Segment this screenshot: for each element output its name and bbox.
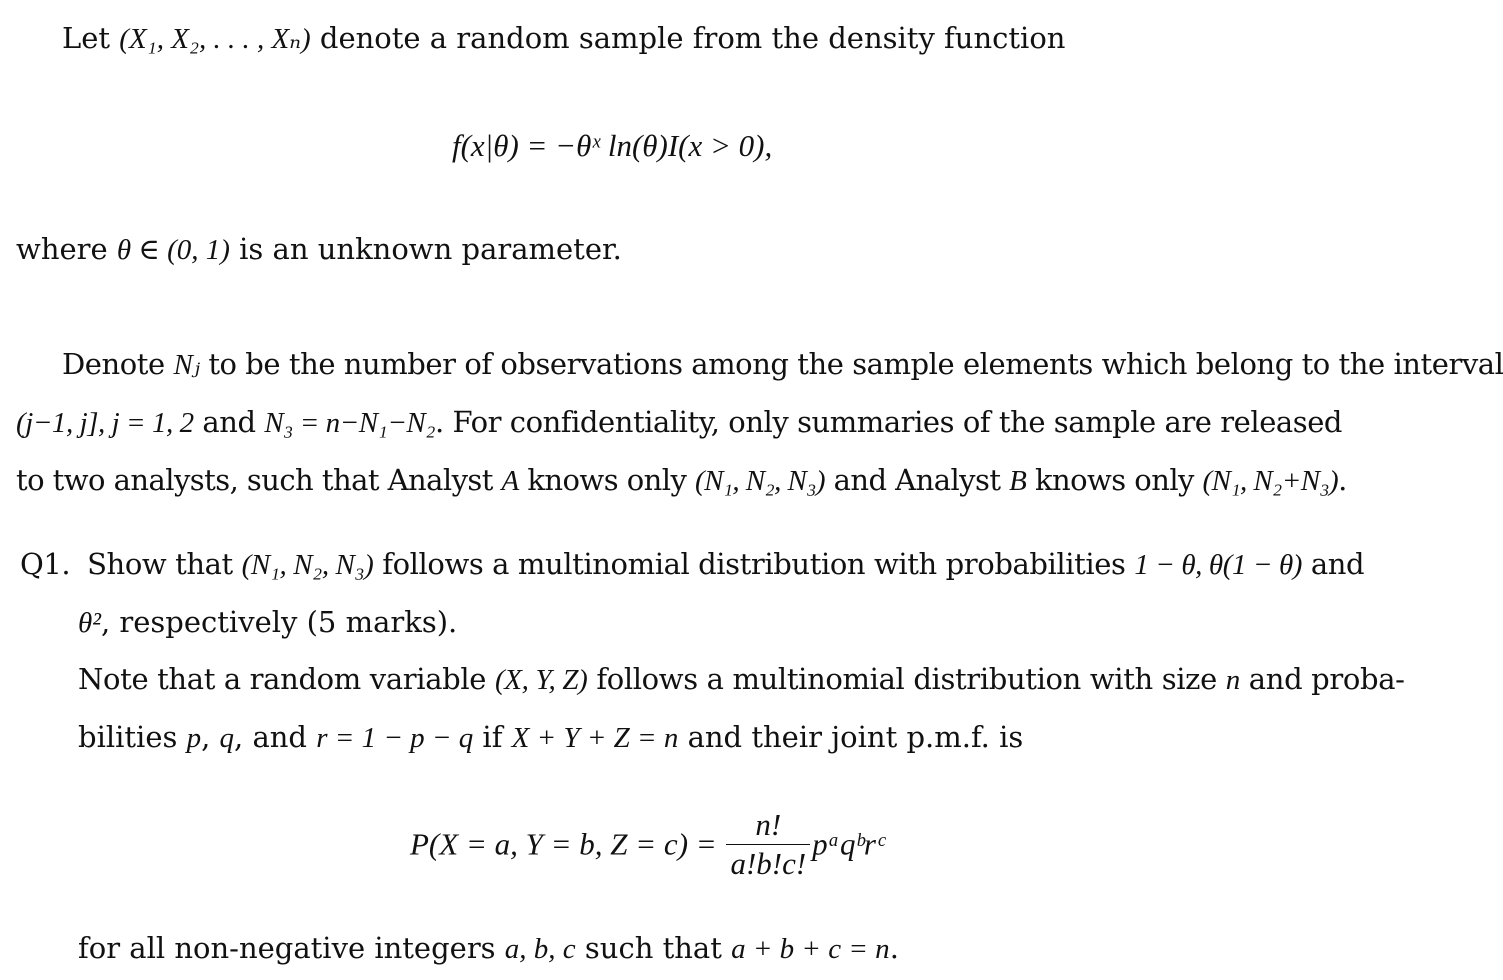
probabilities: 1 − θ, θ(1 − θ) <box>1134 549 1303 581</box>
intro-line-1 <box>62 20 1065 57</box>
setup-text: knows only <box>518 463 695 497</box>
r-definition: r = 1 − p − q <box>316 722 474 754</box>
question1-line-2 <box>78 604 457 641</box>
density-formula: f(x|θ) = −θˣ ln(θ)I(x > 0), <box>452 128 773 163</box>
setup-line-3 <box>16 462 1347 499</box>
triple: (N₁, N₂, N₃) <box>694 465 825 497</box>
setup-line-1 <box>62 346 1503 383</box>
note-text: follows a multinomial distribution with size <box>587 662 1226 696</box>
sample-vector: (X₁, X₂, . . . , Xₙ) <box>119 23 311 55</box>
note-text: , <box>201 720 220 754</box>
note-line-2 <box>78 719 1023 756</box>
pmf-rhs: pᵃqᵇrᶜ <box>812 826 885 862</box>
pmf-fraction <box>726 806 810 883</box>
setup-text: to be the number of observations among the sample elements which belong to the interval <box>199 347 1503 381</box>
triple: (N₁, N₂, N₃) <box>241 549 374 581</box>
pmf-denominator: a!b!c! <box>730 846 807 881</box>
footer-line <box>78 930 899 967</box>
footer-text: . <box>889 931 899 965</box>
xyz-vector: (X, Y, Z) <box>494 664 588 696</box>
intro-text: where <box>16 232 117 266</box>
pmf-lhs: P(X = a, Y = b, Z = c) = <box>410 826 717 862</box>
setup-text: Denote <box>62 347 174 381</box>
q1-text: , respectively (5 marks). <box>100 605 458 639</box>
p-symbol: p <box>186 722 202 754</box>
note-text: , and <box>234 720 317 754</box>
param-domain: θ ∈ (0, 1) <box>116 234 230 266</box>
setup-text: . <box>1338 463 1347 497</box>
setup-text: and <box>193 405 265 439</box>
setup-text: knows only <box>1026 463 1203 497</box>
intro-text: is an unknown parameter. <box>229 232 622 266</box>
abc-symbols: a, b, c <box>504 933 576 965</box>
note-line-1 <box>78 661 1405 698</box>
note-text: bilities <box>78 720 187 754</box>
q1-text: follows a multinomial distribution with probabilities <box>373 547 1135 581</box>
theta-squared: θ² <box>78 607 101 639</box>
q1-text: Show that <box>87 547 242 581</box>
interval: (j−1, j], j = 1, 2 <box>16 407 194 439</box>
nj-symbol: Nⱼ <box>173 349 200 381</box>
footer-text: such that <box>575 931 732 965</box>
note-text: Note that a random variable <box>78 662 495 696</box>
intro-line-2 <box>16 231 622 268</box>
pmf-formula <box>410 806 884 883</box>
question-label: Q1. <box>20 547 71 581</box>
size-n: n <box>1225 664 1240 696</box>
n3-definition: N₃ = n−N₁−N₂ <box>264 407 435 439</box>
setup-text: . For confidentiality, only summaries of the sample are released <box>434 405 1343 439</box>
setup-line-2 <box>16 404 1342 441</box>
pmf-numerator: n! <box>726 806 810 845</box>
footer-text: for all non-negative integers <box>78 931 505 965</box>
analyst-a: A <box>501 465 519 497</box>
intro-text: denote a random sample from the density function <box>310 21 1066 55</box>
note-text: if <box>473 720 512 754</box>
q-symbol: q <box>219 722 235 754</box>
question1-line-1 <box>20 546 1364 583</box>
sum-definition: X + Y + Z = n <box>511 722 679 754</box>
note-text: and their joint p.m.f. is <box>678 720 1024 754</box>
q1-text: and <box>1302 547 1365 581</box>
abc-sum: a + b + c = n <box>731 933 890 965</box>
setup-text: and Analyst <box>824 463 1010 497</box>
note-text: and proba- <box>1239 662 1405 696</box>
analyst-b: B <box>1009 465 1027 497</box>
intro-text: Let <box>62 21 120 55</box>
pair: (N₁, N₂+N₃) <box>1202 465 1339 497</box>
setup-text: to two analysts, such that Analyst <box>16 463 502 497</box>
